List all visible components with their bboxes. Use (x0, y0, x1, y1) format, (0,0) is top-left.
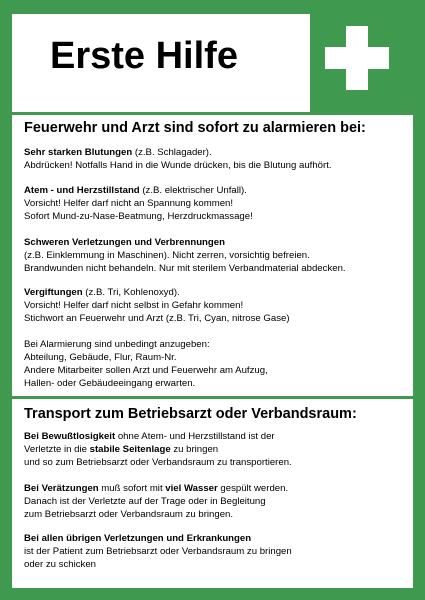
section2-heading: Transport zum Betriebsarzt oder Verbandsraum: (24, 406, 357, 422)
item-line: Stichwort an Feuerwehr und Arzt (z.B. Tri, Cyan, nitrose Gase) (24, 313, 290, 324)
alarm-line: Andere Mitarbeiter sollen Arzt und Feuerwehr am Aufzug, (24, 365, 268, 376)
alarm-line: Hallen- oder Gebäudeeingang erwarten. (24, 378, 196, 389)
item-poisoning (24, 286, 290, 325)
text: zu bringen (170, 444, 219, 455)
alarm-info (24, 338, 268, 390)
emphasis: Bei Verätzungen (24, 483, 99, 494)
divider-middle (12, 396, 413, 399)
item-note: (z.B. Tri, Kohlenoxyd). (82, 287, 180, 298)
text: Verletzte in die (24, 444, 90, 455)
sign-title: Erste Hilfe (50, 35, 238, 77)
cross-horizontal-bar (325, 47, 389, 69)
item-line: Vorsicht! Helfer darf nicht an Spannung kommen! (24, 198, 234, 209)
text: und so zum Betriebsarzt oder Verbandsraum zu transportieren. (24, 457, 292, 468)
emphasis: stabile Seitenlage (89, 444, 171, 455)
item-line: Vorsicht! Helfer darf nicht selbst in Gefahr kommen! (24, 300, 244, 311)
emphasis: viel Wasser (165, 483, 218, 494)
text: Danach ist der Verletzte auf der Trage oder in Begleitung (24, 496, 266, 507)
alarm-line: Abteilung, Gebäude, Flur, Raum-Nr. (24, 352, 177, 363)
transport-chemical-burns (24, 482, 288, 521)
text: ist der Patient zum Betriebsarzt oder Verbandsraum zu bringen (24, 546, 292, 557)
item-cardiac-arrest (24, 184, 253, 223)
text: oder zu schicken (24, 559, 96, 570)
item-line: (z.B. Einklemmung in Maschinen). Nicht zerren, vorsichtig befreien. (24, 250, 310, 261)
text: zum Betriebsarzt oder Verbandsraum zu bringen. (24, 509, 234, 520)
text: muß sofort mit (98, 483, 166, 494)
section1-heading: Feuerwehr und Arzt sind sofort zu alarmieren bei: (24, 120, 366, 136)
item-title: Sehr starken Blutungen (24, 147, 133, 158)
item-title: Schweren Verletzungen und Verbrennungen (24, 237, 225, 248)
item-note: (z.B. elektrischer Unfall). (139, 185, 247, 196)
item-line: Abdrücken! Notfalls Hand in die Wunde drücken, bis die Blutung aufhört. (24, 160, 332, 171)
emphasis: Bei allen übrigen Verletzungen und Erkrankungen (24, 533, 252, 544)
first-aid-cross-icon (310, 14, 413, 112)
alarm-line: Bei Alarmierung sind unbedingt anzugeben: (24, 339, 210, 350)
transport-other (24, 532, 292, 571)
text: gespült werden. (217, 483, 289, 494)
item-title: Atem - und Herzstillstand (24, 185, 140, 196)
emphasis: Bei Bewußtlosigkeit (24, 431, 116, 442)
item-note: (z.B. Schlagader). (132, 147, 212, 158)
item-bleeding (24, 146, 332, 172)
divider-top (12, 112, 413, 115)
transport-unconscious (24, 430, 292, 469)
item-title: Vergiftungen (24, 287, 83, 298)
text: ohne Atem- und Herzstillstand ist der (115, 431, 275, 442)
item-line: Brandwunden nicht behandeln. Nur mit sterilem Verbandmaterial abdecken. (24, 263, 346, 274)
item-injuries-burns (24, 236, 346, 275)
item-line: Sofort Mund-zu-Nase-Beatmung, Herzdruckmassage! (24, 211, 253, 222)
